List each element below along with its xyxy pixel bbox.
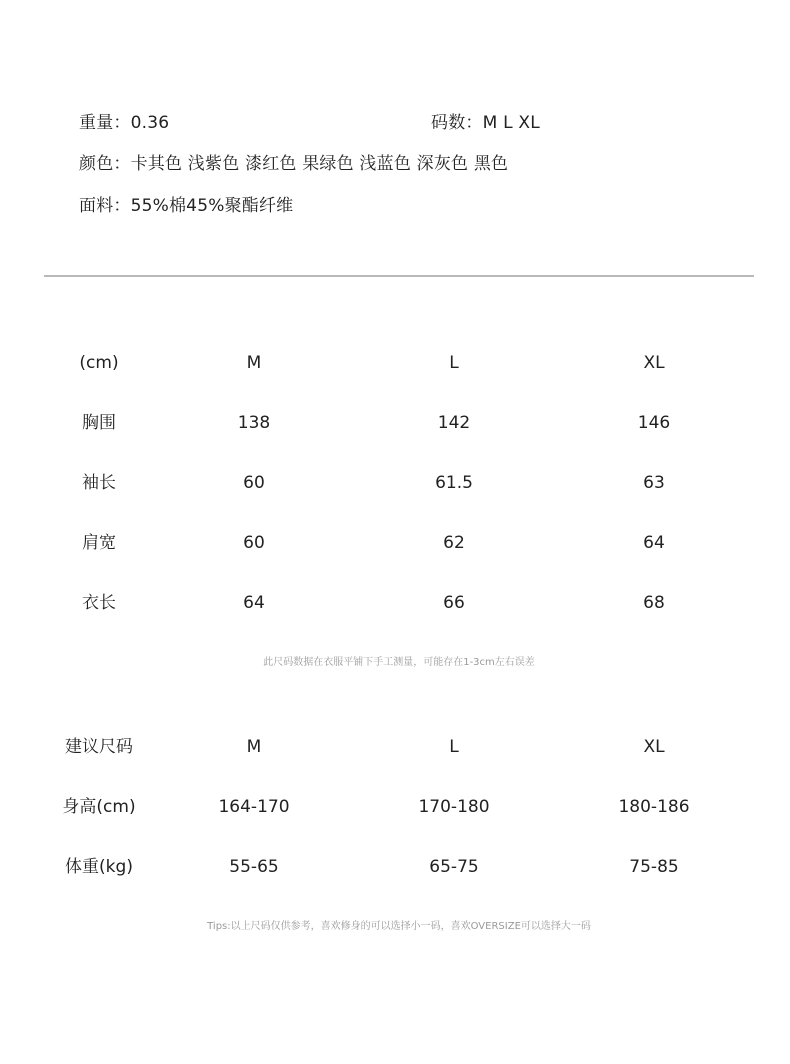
size-table-row-sleeve (0, 471, 790, 495)
section-divider (44, 275, 754, 277)
size-table-header-xl: XL (643, 353, 665, 373)
value-l: 61.5 (435, 473, 473, 493)
row-label: 肩宽 (82, 533, 116, 553)
recommend-table-row-height (0, 795, 790, 819)
recommend-table-header-row (0, 735, 790, 759)
value-m: 64 (243, 593, 265, 613)
row-label: 身高(cm) (62, 797, 136, 817)
size-table-header-l: L (449, 353, 459, 373)
recommend-table-header-m: M (246, 737, 262, 757)
value-xl: 68 (643, 593, 665, 613)
row-label: 体重(kg) (65, 857, 133, 877)
value-m: 138 (237, 413, 271, 433)
value-xl: 63 (643, 473, 665, 493)
value-l: 142 (437, 413, 471, 433)
value-xl: 146 (637, 413, 671, 433)
value-xl: 180-186 (618, 797, 690, 817)
value-l: 65-75 (429, 857, 479, 877)
row-label: 袖长 (82, 473, 116, 493)
recommend-table-row-weight (0, 855, 790, 879)
size-table-header-m: M (246, 353, 262, 373)
size-table-row-shoulder (0, 531, 790, 555)
recommend-table-header-l: L (449, 737, 459, 757)
value-xl: 64 (643, 533, 665, 553)
value-l: 62 (443, 533, 465, 553)
value-m: 60 (243, 473, 265, 493)
fabric-info: 面料：55%棉45%聚酯纤维 (79, 196, 294, 216)
weight-info: 重量：0.36 (79, 113, 170, 133)
value-xl: 75-85 (629, 857, 679, 877)
row-label: 胸围 (82, 413, 116, 433)
recommend-table-title-header: 建议尺码 (65, 737, 133, 757)
measurement-note: 此尺码数据在衣服平铺下手工测量，可能存在1-3cm左右误差 (263, 657, 535, 668)
recommend-table-header-xl: XL (643, 737, 665, 757)
size-table-unit-header: (cm) (79, 353, 119, 373)
size-table-row-chest (0, 411, 790, 435)
size-table-row-length (0, 591, 790, 615)
value-m: 55-65 (229, 857, 279, 877)
row-label: 衣长 (82, 593, 116, 613)
sizing-tips-note: Tips:以上尺码仅供参考，喜欢修身的可以选择小一码，喜欢OVERSIZE可以选择大一码 (207, 921, 591, 932)
value-m: 60 (243, 533, 265, 553)
size-table-header-row (0, 351, 790, 375)
value-m: 164-170 (218, 797, 290, 817)
value-l: 66 (443, 593, 465, 613)
value-l: 170-180 (418, 797, 490, 817)
size-options-info: 码数：M L XL (431, 113, 540, 133)
color-options-info: 颜色：卡其色 浅紫色 漆红色 果绿色 浅蓝色 深灰色 黑色 (79, 154, 509, 174)
